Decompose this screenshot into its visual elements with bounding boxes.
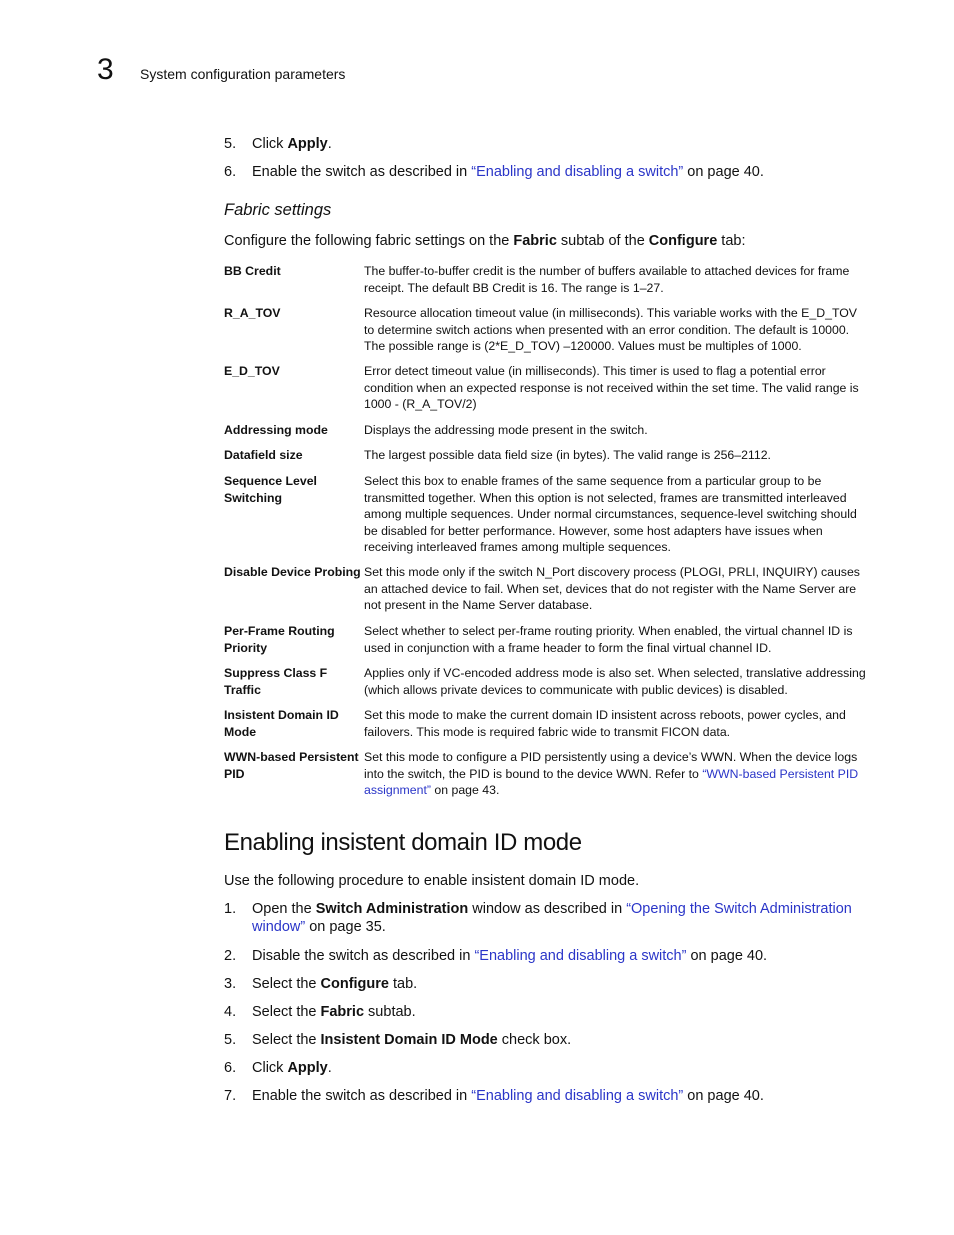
step-text: Select the: [252, 1032, 321, 1048]
setting-term: Per-Frame Routing Priority: [224, 624, 335, 655]
procedure-step-2: [224, 947, 864, 965]
procedure-step-4: [224, 1003, 864, 1021]
setting-term: BB Credit: [224, 264, 281, 278]
procedure-step-6: [224, 1059, 864, 1077]
cross-reference-link[interactable]: “Enabling and disabling a switch”: [474, 948, 687, 964]
step-number: 3.: [224, 976, 237, 992]
setting-description: Displays the addressing mode present in the switch.: [364, 423, 648, 437]
step-text: Open the: [252, 901, 316, 917]
step-number: 2.: [224, 948, 237, 964]
step-text: Click: [252, 1060, 288, 1076]
setting-term: Addressing mode: [224, 423, 328, 437]
step-number: 6.: [224, 164, 237, 180]
setting-term: R_A_TOV: [224, 306, 281, 320]
description-text: Set this mode to configure a PID persistently using a device’s WWN. When the device logs into the switch, the PID is bound to the device WWN. Refer to: [364, 750, 858, 781]
step-text: on page 40.: [686, 948, 768, 964]
setting-term: WWN-based Persistent PID: [224, 750, 359, 781]
setting-description: Set this mode only if the switch N_Port discovery process (PLOGI, PRLI, INQUIRY) causes an attached device to fail. When set, devices that do not register with the Name Server are not present in the Name Server database.: [364, 565, 860, 613]
intro-text: subtab of the: [556, 233, 649, 249]
ui-term: Configure: [648, 233, 718, 249]
setting-description: Set this mode to make the current domain ID insistent across reboots, power cycles, and failovers. This mode is required fabric wide to transmit FICON data.: [364, 708, 846, 739]
cross-reference-link[interactable]: “Enabling and disabling a switch”: [471, 1088, 684, 1104]
step-text: check box.: [497, 1032, 572, 1048]
step-text: Enable the switch as described in: [252, 1088, 472, 1104]
step-text: .: [327, 1060, 332, 1076]
cross-reference-link[interactable]: “WWN-based Persistent PID assignment”: [364, 766, 859, 798]
chapter-number: 3: [97, 53, 114, 86]
section-intro: Use the following procedure to enable insistent domain ID mode.: [224, 873, 640, 889]
section-heading: Enabling insistent domain ID mode: [224, 829, 582, 856]
top-step-5: [224, 135, 864, 153]
step-text: Disable the switch as described in: [252, 948, 475, 964]
fabric-settings-subheading: Fabric settings: [224, 201, 332, 219]
procedure-step-1: [224, 900, 864, 936]
fabric-intro: [224, 232, 864, 250]
step-text: tab.: [388, 976, 418, 992]
setting-term: Suppress Class F Traffic: [224, 666, 328, 697]
setting-description: Select whether to select per-frame routing priority. When enabled, the virtual channel ID is used in conjunction with a frame header to form the final virtual channel ID.: [364, 624, 853, 655]
intro-text: tab:: [717, 233, 746, 249]
setting-term: Sequence Level Switching: [224, 474, 317, 505]
step-number: 4.: [224, 1004, 237, 1020]
setting-description: Select this box to enable frames of the same sequence from a particular group to be transmitted together. When this option is not selected, frames are transmitted interleaved among multiple sequences. Under normal circumstances, sequence-level switching should be disabled for better performance. However, some host adapters have issues when receiving interleaved frames among multiple sequences.: [364, 474, 857, 555]
setting-description: [364, 749, 866, 799]
top-step-6: [224, 163, 864, 181]
ui-term: Fabric: [513, 233, 557, 249]
step-text: on page 35.: [305, 919, 386, 935]
setting-description: Error detect timeout value (in milliseconds). This timer is used to flag a potential error condition when an expected response is not received within the set time. The valid range is 1000 - (R_A_TOV/2): [364, 364, 859, 412]
step-text: Select the: [252, 976, 321, 992]
ui-term: Insistent Domain ID Mode: [320, 1032, 498, 1048]
step-text: Click: [252, 136, 288, 152]
setting-description: Resource allocation timeout value (in milliseconds). This variable works with the E_D_TOV to determine switch actions when presented with an error condition. The default is 10000. The possible range is (2*E_D_TOV) –120000. Values must be multiples of 1000.: [364, 306, 857, 354]
procedure-step-3: [224, 975, 864, 993]
setting-term: E_D_TOV: [224, 364, 280, 378]
chapter-title: System configuration parameters: [140, 66, 346, 82]
setting-term: Datafield size: [224, 448, 303, 462]
step-number: 7.: [224, 1088, 237, 1104]
setting-description: Applies only if VC-encoded address mode is also set. When selected, translative addressing (which allows private devices to communicate with public devices) is disabled.: [364, 666, 866, 697]
step-text: on page 40.: [683, 1088, 764, 1104]
step-text: on page 40.: [683, 164, 764, 180]
ui-term: Apply: [287, 1060, 328, 1076]
step-number: 5.: [224, 136, 237, 152]
step-text: Enable the switch as described in: [252, 164, 472, 180]
procedure-step-7: [224, 1087, 864, 1105]
ui-term: Configure: [320, 976, 389, 992]
setting-term: Insistent Domain ID Mode: [224, 708, 339, 739]
setting-description: The buffer-to-buffer credit is the number of buffers available to attached devices for frame receipt. The default BB Credit is 16. The range is 1–27.: [364, 264, 850, 295]
step-text: window as described in: [468, 901, 627, 917]
setting-description: The largest possible data field size (in bytes). The valid range is 256–2112.: [364, 448, 771, 462]
step-number: 6.: [224, 1060, 237, 1076]
setting-term: Disable Device Probing: [224, 565, 361, 579]
step-text: .: [327, 136, 332, 152]
intro-text: Configure the following fabric settings on the: [224, 233, 514, 249]
procedure-step-5: [224, 1031, 864, 1049]
step-text: Select the: [252, 1004, 321, 1020]
ui-term: Fabric: [320, 1004, 365, 1020]
step-number: 5.: [224, 1032, 237, 1048]
ui-term: Switch Administration: [315, 901, 469, 917]
cross-reference-link[interactable]: “Opening the Switch Administration window”: [252, 901, 852, 935]
step-number: 1.: [224, 901, 237, 917]
ui-term: Apply: [287, 136, 328, 152]
description-text: on page 43.: [430, 783, 500, 798]
cross-reference-link[interactable]: “Enabling and disabling a switch”: [471, 164, 684, 180]
step-text: subtab.: [364, 1004, 416, 1020]
